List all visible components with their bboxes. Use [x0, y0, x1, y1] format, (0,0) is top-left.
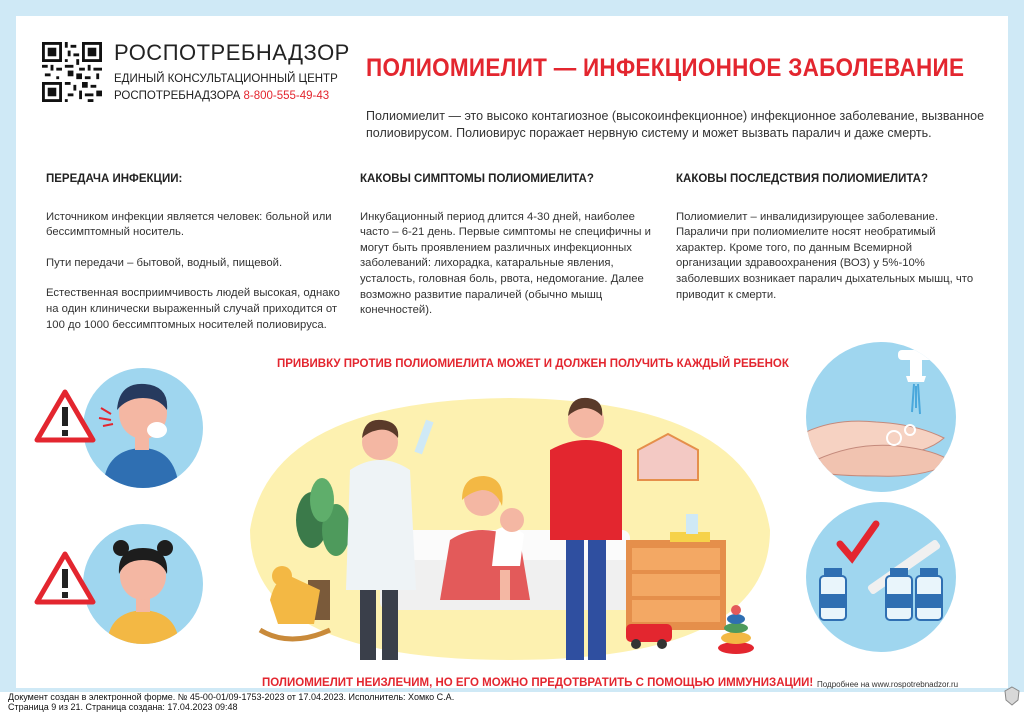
coughing-girl-illustration: [83, 524, 203, 644]
handwashing-illustration: [806, 342, 956, 492]
footer-line: Документ создан в электронной форме. № 45-00-01/09-1753-2023 от 17.04.2023. Исполнитель: Хомко С.А.: [8, 692, 455, 702]
warning-icon: [34, 551, 96, 605]
org-name: РОСПОТРЕБНАДЗОР: [114, 40, 350, 65]
column-paragraph: Пути передачи – бытовой, водный, пищевой.: [46, 256, 283, 269]
frame-top: [0, 0, 1024, 16]
warning-icon: [34, 389, 96, 443]
qr-code-icon: [42, 42, 102, 102]
vaccine-vials-icon: [806, 502, 956, 652]
footer-line: Страница 9 из 21. Страница создана: 17.04.2023 09:48: [8, 702, 238, 712]
boy-icon: [83, 368, 203, 488]
vaccination-slogan: ПРИВИВКУ ПРОТИВ ПОЛИОМИЕЛИТА МОЖЕТ И ДОЛЖЕН ПОЛУЧИТЬ КАЖДЫЙ РЕБЕНОК: [277, 358, 789, 370]
prevention-slogan: ПОЛИОМИЕЛИТ НЕИЗЛЕЧИМ, НО ЕГО МОЖНО ПРЕДОТВРАТИТЬ С ПОМОЩЬЮ ИММУНИЗАЦИИ!: [262, 677, 814, 689]
column-heading: КАКОВЫ СИМПТОМЫ ПОЛИОМИЕЛИТА?: [360, 173, 594, 185]
hotline-phone[interactable]: 8-800-555-49-43: [243, 90, 330, 102]
more-info-link[interactable]: Подробнее на www.rospotrebnadzor.ru: [817, 680, 959, 689]
column-paragraph: Естественная восприимчивость людей высокая, однако на один клинически выраженный случай приходится от 100 до 1000 бессимптомных носителей полиовируса.: [46, 287, 340, 331]
vaccine-illustration: [806, 502, 956, 652]
column-heading: КАКОВЫ ПОСЛЕДСТВИЯ ПОЛИОМИЕЛИТА?: [676, 173, 928, 185]
column-transmission: [46, 172, 346, 348]
intro-text: Полиомиелит — это высоко контагиозное (высокоинфекционное) инфекционное заболевание, вызванное полиовирусом. Полиовирус поражает нервную систему и может вызвать паралич и даже смерть.: [366, 109, 985, 140]
document-footer: [8, 692, 454, 712]
column-paragraph: Инкубационный период длится 4-30 дней, наиболее часто – 6-21 день. Первые симптомы не специфичны и могут быть проявлением различных инфекционных заболеваний: лихорадка, катаральные явления, усталость, головная боль, рвота, недомогание. Далее возможно развитие параличей (обычно мышц конечностей).: [360, 210, 651, 317]
faucet-hands-icon: [806, 342, 956, 492]
emblem-icon: [1003, 686, 1021, 706]
org-subtitle: ЕДИНЫЙ КОНСУЛЬТАЦИОННЫЙ ЦЕНТР: [114, 73, 338, 85]
column-paragraph: Источником инфекции является человек: больной или бессимптомный носитель.: [46, 210, 332, 239]
frame-right: [1008, 0, 1024, 690]
coughing-boy-illustration: [83, 368, 203, 488]
family-doctor-scene: [230, 380, 790, 680]
page-title: ПОЛИОМИЕЛИТ — ИНФЕКЦИОННОЕ ЗАБОЛЕВАНИЕ: [366, 54, 965, 82]
org-subtitle-2: [114, 90, 329, 102]
girl-icon: [83, 524, 203, 644]
column-heading: ПЕРЕДАЧА ИНФЕКЦИИ:: [46, 173, 183, 185]
frame-left: [0, 0, 16, 690]
column-consequences: [676, 172, 976, 318]
org-subtitle-text: РОСПОТРЕБНАДЗОРА: [114, 90, 241, 102]
column-symptoms: [360, 172, 660, 334]
column-paragraph: Полиомиелит – инвалидизирующее заболевание. Параличи при полиомиелите носят необратимый характер. Кроме того, по данным Всемирной организации здравоохранения (ВОЗ) у 5%-10% заболевших возникает паралич дыхательных мышц, что приводит к смерти.: [676, 210, 974, 301]
